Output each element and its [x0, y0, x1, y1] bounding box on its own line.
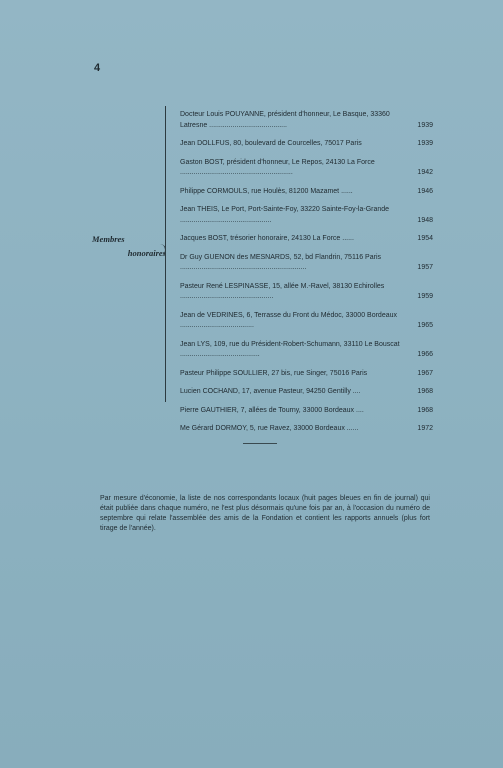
member-list [180, 110, 433, 443]
member-year: 1972 [417, 425, 433, 432]
member-year: 1957 [417, 264, 433, 271]
member-year: 1946 [417, 187, 433, 195]
member-year: 1966 [417, 351, 433, 358]
member-entry [180, 139, 433, 150]
member-text: Gaston BOST, président d'honneur, Le Repos, 24130 La Force .......................................................... [180, 158, 375, 176]
member-year: 1948 [417, 216, 433, 224]
member-text: Pierre GAUTHIER, 7, allées de Tourny, 33000 Bordeaux .... [180, 406, 364, 414]
member-text: Dr Guy GUENON des MESNARDS, 52, bd Flandrin, 75116 Paris ................................................................. [180, 253, 382, 271]
member-entry [180, 253, 433, 274]
member-year: 1968 [417, 388, 433, 395]
member-text: Philippe CORMOULS, rue Houlès, 81200 Mazamet ...... [180, 187, 353, 195]
member-text: Me Gérard DORMOY, 5, rue Ravez, 33000 Bordeaux ...... [180, 425, 359, 432]
member-entry [180, 387, 433, 398]
member-entry [180, 187, 433, 198]
member-entry [180, 234, 433, 245]
member-year: 1942 [417, 169, 433, 176]
member-year: 1968 [417, 406, 433, 414]
member-text: Jean THEIS, Le Port, Port-Sainte-Foy, 33220 Sainte-Foy-la-Grande ............................................... [180, 206, 390, 224]
section-label-line2: honoraires [127, 248, 166, 258]
bracket-line [165, 106, 170, 402]
member-text: Pasteur René LESPINASSE, 15, allée M.-Ravel, 38130 Echirolles ................................................ [180, 282, 385, 300]
member-text: Jean de VEDRINES, 6, Terrasse du Front du Médoc, 33000 Bordeaux ...................................... [180, 311, 397, 329]
member-entry [180, 110, 433, 131]
separator-rule [243, 443, 277, 444]
member-year: 1939 [417, 140, 433, 147]
member-entry [180, 406, 433, 417]
member-year: 1959 [417, 293, 433, 300]
member-text: Jean DOLLFUS, 80, boulevard de Courcelles, 75017 Paris [180, 140, 362, 147]
member-entry [180, 369, 433, 380]
member-entry [180, 340, 433, 361]
member-entry [180, 158, 433, 179]
section-label-line1: Membres [92, 234, 125, 244]
member-year: 1939 [417, 121, 433, 129]
page-number: 4 [94, 62, 101, 74]
member-year: 1965 [417, 322, 433, 329]
member-text: Docteur Louis POUYANNE, président d'honneur, Le Basque, 33360 Latresne ........................................ [180, 111, 390, 129]
footnote-paragraph: Par mesure d'économie, la liste de nos correspondants locaux (huit pages bleues en fin de journal) qui était publiée dans chaque numéro, ne l'est plus désormais qu'une fois par an, à l'occasion du numéro de septembre qui relate l'assemblée des amis de la Fondation et contient les rapports annuels (plus fort tirage de l'année). [100, 495, 430, 532]
member-entry [180, 205, 433, 226]
member-entry [180, 424, 433, 435]
member-text: Lucien COCHAND, 17, avenue Pasteur, 94250 Gentilly .... [180, 388, 361, 395]
member-year: 1967 [417, 369, 433, 377]
member-entry [180, 311, 433, 332]
member-entry [180, 282, 433, 303]
member-text: Jacques BOST, trésorier honoraire, 24130 La Force ...... [180, 235, 354, 242]
member-text: Jean LYS, 109, rue du Président-Robert-Schumann, 33110 Le Bouscat ......................................... [180, 340, 400, 358]
section-label [92, 232, 166, 260]
member-text: Pasteur Philippe SOULLIER, 27 bis, rue Singer, 75016 Paris [180, 369, 368, 377]
member-year: 1954 [417, 235, 433, 242]
